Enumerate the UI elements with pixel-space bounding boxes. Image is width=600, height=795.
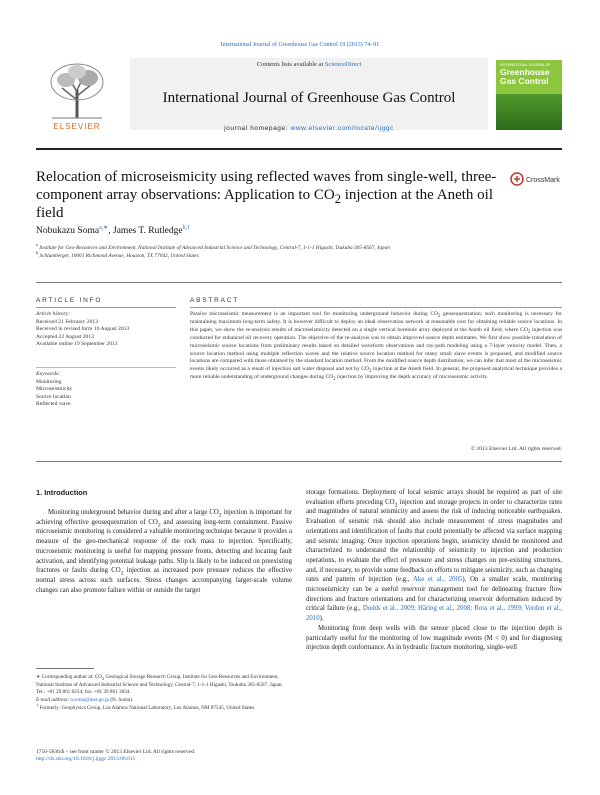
history-online: Available online 19 September 2013 (36, 341, 118, 348)
title-text-end: injection at the Aneth oil field (36, 187, 494, 221)
section-rule (36, 282, 562, 283)
elsevier-tree-logo (44, 60, 110, 120)
issn-line: 1750-5836/$ – see front matter © 2013 Elsevier Ltd. All rights reserved. (36, 749, 196, 755)
keyword-item: Source location (36, 393, 71, 400)
affil-text: Schlumberger, 10001 Richmond Avenue, Houston, TX 77042, United States (38, 253, 199, 259)
article-title (36, 168, 506, 222)
keyword-item: Microseismicity (36, 386, 73, 393)
citation-link[interactable]: Ake et al., 2005 (412, 576, 463, 584)
history-label: Article history: (36, 311, 71, 317)
journal-homepage (130, 125, 488, 132)
citation-link[interactable]: Dodds et al., 2009; Häring et al., 2008; Ross et al., 1999; Verdon et al., 2010 (306, 605, 562, 623)
homepage-link[interactable]: www.elsevier.com/locate/ijggc (290, 125, 394, 132)
corresponding-author-note (36, 674, 292, 697)
author-separator: , (108, 226, 114, 236)
subscript: 2 (102, 676, 105, 682)
email-suffix: (N. Soma). (109, 697, 134, 704)
introduction-heading: 1. Introduction (36, 488, 88, 497)
sciencedirect-link[interactable]: ScienceDirect (324, 61, 362, 68)
intro-paragraph (306, 488, 562, 624)
subscript: 2 (394, 502, 398, 509)
abstract-seg: injection by improving the depth accuracy of microseismic activity. (335, 374, 489, 381)
abstract-rule (190, 307, 562, 308)
footnote-rule (36, 668, 94, 669)
text-seg: ). On a smaller scale, monitoring microseismicity can be a useful reservoir management tool for delineating fracture flow directions and fracture orientations and for characterizing reservoir deformation induced by critical failure (e.g., (306, 576, 562, 613)
footnote-mark: 1 (36, 702, 39, 708)
footnote-text: Corresponding author at: CO (40, 674, 103, 680)
affiliations (36, 244, 476, 260)
affil-text: Institute for Geo-Resources and Environment, National Institute of Advanced Industrial Science and Technology, Central-7, 1-1-1 Higashi, Tsukuba 305-8567, Japan (37, 245, 390, 251)
cover-image (496, 94, 562, 130)
text-seg: and assessing long-term containment. Passive microseismic monitoring is considered a valuable monitoring technique because it provides a measure of the geo-mechanical response of the rock mass to injection. Specifically, microseismic monitoring is useful for mapping pressure fronts, detecting and locating fault activation, and identifying potential leakage paths. Slip is likely to be induced on preexisting fractures or faults during CO (36, 518, 292, 575)
journal-cover-thumbnail (496, 60, 562, 130)
abstract-seg: Passive microseismic measurement is an important tool for monitoring underground behavior during CO (190, 311, 439, 317)
author-affil-mark[interactable]: a,∗ (99, 224, 109, 231)
affil-mark: b (36, 250, 39, 256)
subscript: 2 (369, 369, 372, 375)
subscript: 2 (157, 522, 161, 529)
author-name: James T. Rutledge (113, 226, 183, 236)
cover-title: Greenhouse Gas Control (500, 67, 550, 86)
intro-paragraph: Monitoring from deep wells with the sensor placed close to the injection depth is particularly useful for the monitoring of low magnitude events (M < 0) and for diagnosing injection depth conformance. As in hydraulic fracture monitoring, single-well (306, 624, 562, 652)
text-seg: storage formations. Deployment of local seismic arrays should be required as part of site evaluation efforts preceding CO (306, 489, 562, 506)
homepage-prefix: journal homepage: (224, 125, 291, 132)
abstract-seg: injection was conducted for enhanced oil recovery operation. The objective of the re-analysis was to obtain improved source depth estimates. We first show possible translation of microseismic source locations from preliminary results based on detailed waveform observations and ray-path modeling using a 7-layer velocity model. Then, a source location method using multiple reflection waves and the relative source location method for many small slave events is proposed, and modified source locations are compared with those obtained by the standard location method. From the modified source depth distribution, we can infer that most of the microseismic events likely occurred as a result of injection salt water disposal and not by CO (190, 326, 563, 373)
bottom-matter (36, 749, 292, 764)
subscript: 2 (333, 377, 336, 383)
doi-link[interactable]: http://dx.doi.org/10.1016/j.ijggc.2013.08.015 (36, 756, 136, 763)
keywords-label: Keywords: (36, 371, 61, 377)
subscript: 2 (527, 329, 531, 335)
history-revised: Received in revised form 16 August 2013 (36, 326, 130, 333)
running-header[interactable]: International Journal of Greenhouse Gas Control 19 (2013) 74–91 (220, 42, 380, 48)
affiliation-b (36, 252, 476, 260)
body-rule (36, 461, 562, 462)
intro-column-right (306, 488, 562, 653)
subscript: 2 (120, 570, 124, 577)
affil-mark: a (36, 242, 38, 248)
affiliation-a (36, 244, 476, 252)
email-label: E-mail address: (36, 697, 71, 704)
text-seg: ). (319, 615, 324, 623)
author-affil-mark[interactable]: b,1 (182, 224, 191, 231)
text-seg: Monitoring underground behavior during and after a large CO (48, 509, 219, 516)
title-text: Relocation of microseismicity using reflected waves from single-well, three-component array observations: Application to CO (36, 169, 497, 203)
article-history (36, 311, 181, 349)
history-received: Received 21 February 2013 (36, 318, 98, 325)
crossmark-label: CrossMark (526, 177, 560, 184)
abstract-seg: injection at the Aneth field. In general, the proposed analytical technique provides a more reliable understanding of underground changes during CO (190, 366, 562, 381)
email-link[interactable]: n.soma@aist.go.jp (70, 697, 110, 704)
abstract-heading: ABSTRACT (190, 297, 240, 304)
footnote-text: Geological Storage Research Group, Institute for Geo-Resources and Environment, National Institute of Advanced Industrial Science and Technology, Central-7, 1-1-1 Higashi, Tsukuba 305-8567, Japan. Tel.: +81 29 861 8254; fax: +81 29 861 3834. (36, 674, 283, 696)
keyword-item: Reflected wave (36, 401, 71, 408)
abstract-text (190, 311, 562, 382)
author-name: Nobukazu Soma (36, 226, 100, 236)
keywords-rule (36, 367, 176, 368)
article-info-rule (36, 307, 176, 308)
author-list (36, 226, 190, 236)
text-seg: injection as increased pore pressure reduces the effective normal stress across such surfaces. Stress changes accompanying larger-scale volume changes can also promote failure within or outside the target (36, 567, 292, 594)
abstract-seg: geosequestration; such monitoring is necessary for maintaining maximum long-term safety. It is however difficult to deploy an ideal observation network at reasonable cost for obtaining reliable source locations. In this paper, we show the re-analysis results of microseismicity detected on a single vertical borehole array deployed at the Aneth oil field, where CO (190, 311, 562, 333)
footnote-text: Formerly: Geophysics Group, Los Alamos National Laboratory, Los Alamos, NM 87545, United States. (38, 704, 256, 711)
subscript: 2 (218, 512, 222, 519)
journal-title: International Journal of Greenhouse Gas Control (162, 90, 456, 106)
text-seg: injection is important for achieving effective geosequestration of CO (36, 509, 293, 526)
intro-column-left (36, 508, 292, 595)
copyright-notice: © 2013 Elsevier Ltd. All rights reserved. (470, 446, 562, 452)
subscript: 2 (438, 314, 441, 320)
footnote-1 (36, 702, 292, 713)
contents-line (130, 61, 488, 68)
footnotes (36, 674, 292, 713)
article-info-heading: ARTICLE INFO (36, 297, 103, 304)
keyword-item: Monitoring (36, 378, 62, 385)
text-seg: injection and storage projects in order to characterize rates and magnitudes of natural seismicity and assess the risk of inducing noticeable earthquakes. Evaluation of seismic risk should also include measurement of stress magnitudes and orientations and identification of faults that could potentially be affected via surface mapping and seismic imaging. Once injection operations begin, seismicity should be monitored and characterized to understand the relationship of seismicity to injection and production operations, to evaluate the effect of pressure and stress changes on pre-existing structures, and, if necessary, to provide some feedback on efforts to mitigate seismicity, such as changing rates and pattern of injection (e.g., (306, 498, 562, 584)
crossmark-icon[interactable] (510, 172, 568, 186)
title-subscript: 2 (334, 192, 341, 206)
header-rule (36, 148, 562, 150)
keywords-block (36, 371, 181, 409)
cover-top-text: INTERNATIONAL JOURNAL OF (500, 63, 551, 67)
contents-prefix: Contents lists available at (256, 61, 325, 68)
history-accepted: Accepted 22 August 2013 (36, 333, 94, 340)
publisher-name: ELSEVIER (53, 122, 101, 131)
footnote-mark: ∗ (36, 674, 41, 680)
